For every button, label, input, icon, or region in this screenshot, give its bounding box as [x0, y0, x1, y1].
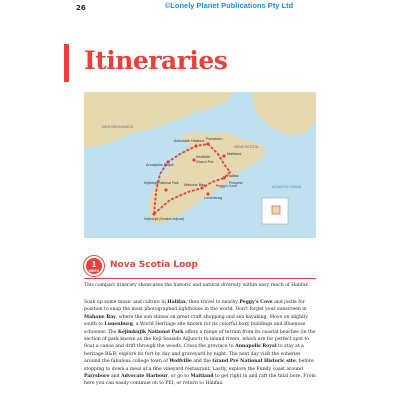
body-paragraph	[84, 299, 316, 388]
place-name: Wolfville	[169, 359, 192, 365]
dot-maitland	[222, 154, 225, 157]
dot-advocate	[194, 144, 197, 147]
place-name: Maitland	[190, 374, 214, 380]
page-number: 26	[76, 4, 86, 12]
place-name: Lunenburg	[104, 322, 133, 328]
place-name: Kejimkujik National Park	[117, 329, 184, 335]
text-run: , then travel to nearby	[185, 300, 240, 305]
text-run: to stay at a heritage B&B; explore its fort by day and graveyard by night. The next day visit the wineries around the fabulous college town of	[84, 344, 304, 365]
place-name: Grand Pré National Historic site	[212, 359, 296, 365]
place-name: Annapolis Royal	[235, 344, 277, 350]
label-peggys-cove: Peggy's Cove	[216, 184, 237, 188]
badge-number: 1	[91, 260, 97, 269]
label-atlantic: ATLANTIC OCEAN	[272, 185, 302, 189]
label-new-brunswick: NEW BRUNSWICK	[102, 125, 134, 129]
text-run: , where the sun shines on great craft shopping and sea kayaking. Move on slightly south to	[84, 314, 308, 328]
duration-badge	[84, 256, 104, 276]
section-title: Nova Scotia Loop	[110, 260, 198, 270]
label-halifax: Halifax	[227, 174, 239, 178]
place-name: Advocate Harbour	[121, 374, 168, 380]
page-title: Itineraries	[84, 46, 228, 75]
label-annapolis: Annapolis Royal	[146, 163, 174, 167]
label-mahone: Mahone Bay	[184, 183, 206, 187]
text-run: and the	[191, 359, 213, 365]
copyright-banner: ©Lonely Planet Publications Pty Ltd	[148, 0, 310, 12]
dot-halifax	[222, 176, 225, 179]
itinerary-map	[84, 92, 316, 238]
label-nova-scotia: NOVA SCOTIA	[234, 145, 259, 149]
place-name: Halifax	[167, 300, 186, 305]
intro-paragraph: This compact itinerary showcases the historic and natural diversity within easy reach of Halifax.	[84, 283, 310, 288]
text-run: , a World Heritage site known for its colorful boxy buildings and Bluenose schooner. The	[84, 322, 306, 335]
text-run: and	[109, 374, 122, 380]
label-maitland: Maitland	[227, 152, 242, 156]
label-parrsboro: Parrsboro	[206, 137, 223, 141]
label-wolfville: Wolfville	[196, 155, 211, 159]
place-name: Peggy's Cove	[239, 300, 273, 305]
label-advocate: Advocate Harbour	[174, 139, 205, 143]
dot-kejimkujik	[164, 188, 167, 191]
text-run: Soak up some music and culture in	[84, 300, 168, 305]
badge-unit: WEEK	[88, 269, 100, 273]
label-prospect: Prospect	[229, 181, 243, 185]
text-run: offers a range of terrain from its coastal beaches (in the section of park known as the Keji Seaside Adjunct) to inland rivers, which are for perfect spot to float a canoe and drift through the woods. Cross the province to	[84, 329, 316, 350]
label-grand-pre: Grand Pré	[196, 160, 214, 164]
place-name: Parrsboro	[84, 374, 110, 380]
text-run: , before stopping to down a meal at a fine vineyard restaurant. Lastly, explore the Fundy coast around	[84, 359, 314, 372]
dot-parrsboro	[206, 142, 209, 145]
text-run: , or go to	[167, 374, 191, 380]
chapter-tab	[64, 44, 69, 82]
label-keji-seaside: Kejimkujik (Seaside Adjunct)	[144, 217, 185, 221]
text-run: to get right in and raft the tidal bore. From here you can easily continue on to PEI, or return to Halifax.	[84, 374, 316, 387]
label-kejimkujik: Kejimkujik National Park	[144, 181, 179, 185]
label-lunenburg: Lunenburg	[204, 196, 223, 200]
dot-keji-seaside	[152, 212, 155, 215]
place-name: Mahone Bay	[84, 314, 116, 320]
section-rule	[84, 278, 316, 279]
text-run: and jostle for position to snap the most photographed lighthouse in the world. Don't forget your sunscreen in	[84, 300, 307, 313]
